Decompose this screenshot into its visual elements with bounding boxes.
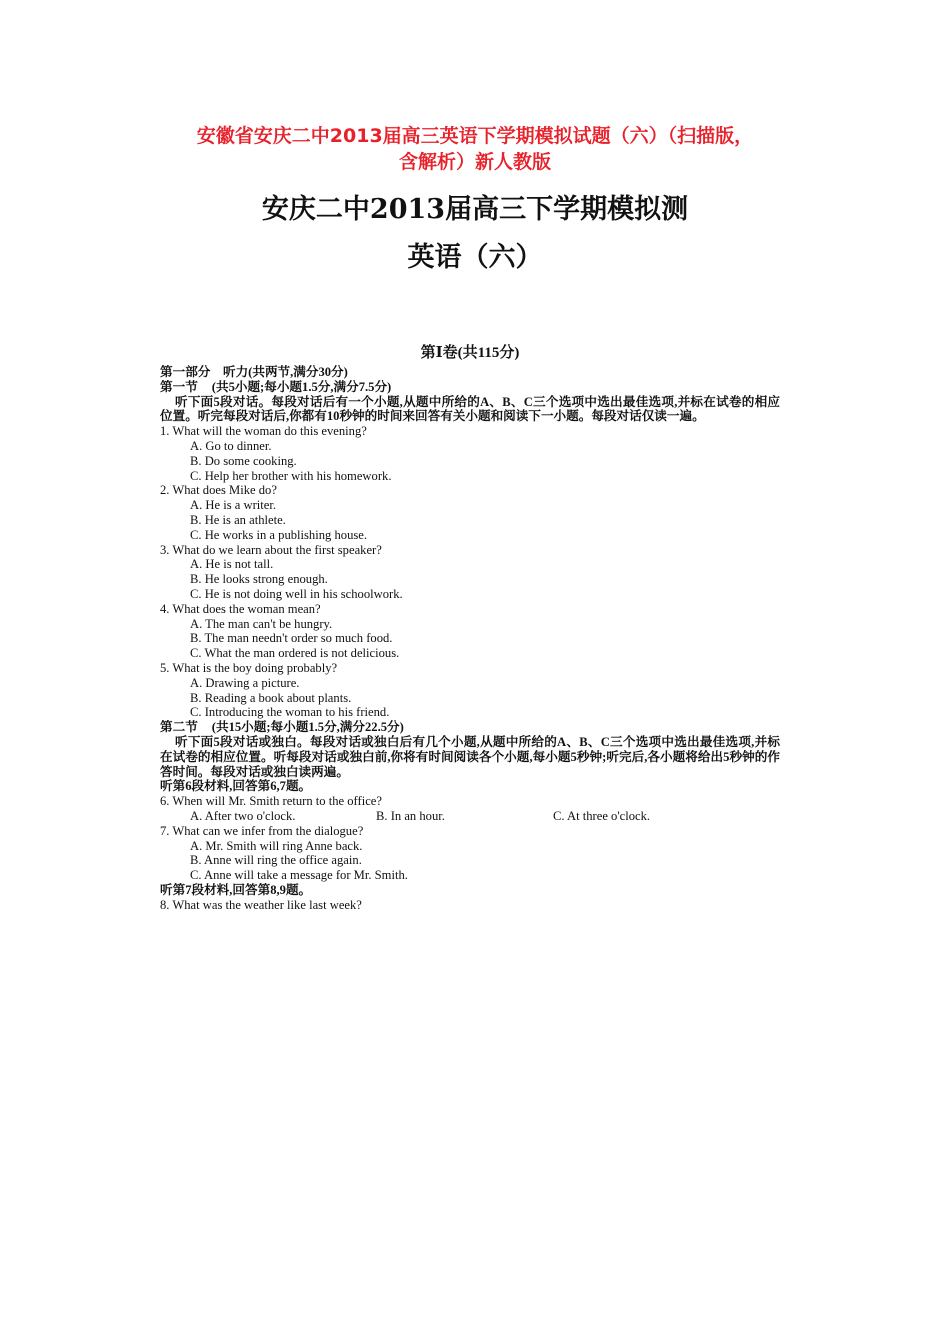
option-c: C. At three o'clock. [553, 808, 651, 823]
question-text: 5. What is the boy doing probably? [160, 660, 338, 675]
option-a: A. After two o'clock. [190, 808, 296, 823]
section-heading-1 [160, 380, 780, 395]
question-text: 3. What do we learn about the first speaker? [160, 542, 382, 557]
section-instructions-2: 听下面5段对话或独白。每段对话或独白后有几个小题,从题中所给的A、B、C三个选项中选出最佳选项,并标在试卷的相应位置。听每段对话或独白前,你将有时间阅读各个小题,每小题5秒钟;听完后,各小题将给出5秒钟的作答时间。每段对话或独白读两遍。 [160, 734, 780, 779]
question-item [160, 661, 780, 720]
question-item [160, 602, 780, 661]
option-b: B. In an hour. [376, 808, 445, 823]
option-c: C. What the man ordered is not delicious. [190, 646, 400, 661]
material-instruction: 听第7段材料,回答第8,9题。 [160, 882, 312, 897]
section-info: (共15小题;每小题1.5分,满分22.5分) [211, 720, 404, 735]
question-item [160, 424, 780, 483]
option-c: C. He is not doing well in his schoolwork. [190, 586, 403, 601]
question-text: 8. What was the weather like last week? [160, 897, 362, 912]
option-a: A. Mr. Smith will ring Anne back. [190, 838, 363, 853]
question-item [160, 794, 780, 824]
section-label: 第一节 [160, 379, 198, 394]
option-b: B. The man needn't order so much food. [190, 631, 393, 646]
subject-title: 英语（六） [407, 242, 543, 273]
question-item [160, 543, 780, 602]
section-heading-2 [160, 720, 780, 735]
question-text: 2. What does Mike do? [160, 483, 277, 498]
paper-section-title: 第Ⅰ卷(共115分) [420, 345, 520, 361]
material-instruction: 听第6段材料,回答第6,7题。 [160, 779, 312, 794]
option-b: B. Do some cooking. [190, 453, 297, 468]
option-row [160, 809, 780, 824]
school-exam-title: 安庆二中2013届高三下学期模拟测 [261, 194, 689, 225]
option-b: B. Anne will ring the office again. [190, 853, 362, 868]
question-item [160, 483, 780, 542]
section-info: (共5小题;每小题1.5分,满分7.5分) [211, 379, 392, 394]
option-b: B. He looks strong enough. [190, 572, 328, 587]
question-text: 1. What will the woman do this evening? [160, 424, 367, 439]
question-text: 6. When will Mr. Smith return to the office? [160, 794, 382, 809]
option-a: A. Drawing a picture. [190, 675, 300, 690]
option-c: C. He works in a publishing house. [190, 527, 368, 542]
question-text: 4. What does the woman mean? [160, 601, 321, 616]
part-heading: 第一部分 听力(共两节,满分30分) [160, 365, 348, 379]
section-label: 第二节 [160, 720, 198, 735]
option-b: B. He is an athlete. [190, 512, 286, 527]
document-title-line-2: 含解析）新人教版 [398, 151, 551, 173]
exam-page-scan [160, 342, 780, 912]
document-title-line-1: 安徽省安庆二中2013届高三英语下学期模拟试题（六）（扫描版， [196, 125, 754, 147]
option-c: C. Anne will take a message for Mr. Smith. [190, 868, 408, 883]
question-item [160, 824, 780, 883]
option-c: C. Introducing the woman to his friend. [190, 705, 390, 720]
option-a: A. Go to dinner. [190, 438, 272, 453]
option-a: A. The man can't be hungry. [190, 616, 333, 631]
option-b: B. Reading a book about plants. [190, 690, 352, 705]
section-instructions-1: 听下面5段对话。每段对话后有一个小题,从题中所给的A、B、C三个选项中选出最佳选项,并标在试卷的相应位置。听完每段对话后,你都有10秒钟的时间来回答有关小题和阅读下一小题。每段对话仅读一遍。 [160, 394, 780, 424]
question-text: 7. What can we infer from the dialogue? [160, 823, 364, 838]
option-c: C. Help her brother with his homework. [190, 468, 392, 483]
option-a: A. He is a writer. [190, 498, 277, 513]
option-a: A. He is not tall. [190, 557, 274, 572]
